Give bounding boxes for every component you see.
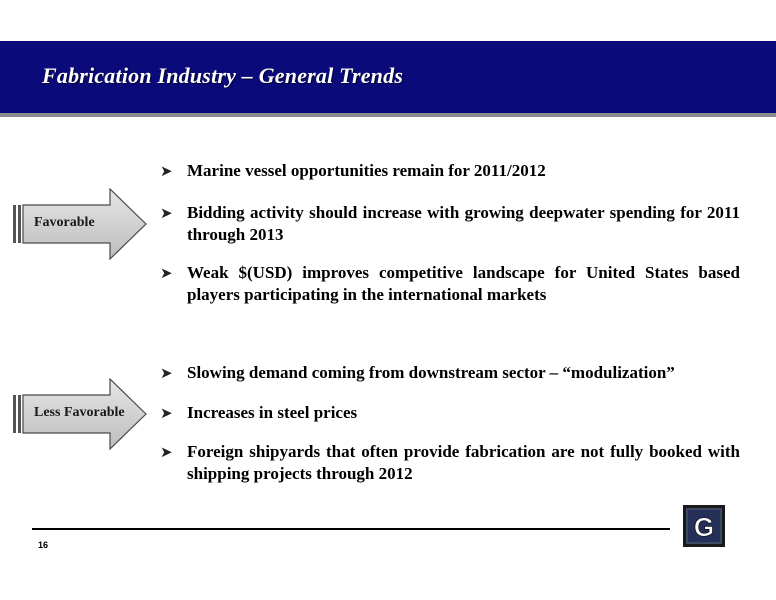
- list-item: [160, 202, 740, 246]
- page-number: 16: [38, 540, 49, 550]
- arrowhead-bullet-icon: ➤: [160, 443, 173, 461]
- logo-letter: G: [693, 512, 715, 542]
- list-item: [160, 262, 740, 306]
- title-underline: [0, 113, 776, 117]
- arrowhead-bullet-icon: ➤: [160, 204, 173, 222]
- bullet-text: Increases in steel prices: [187, 403, 358, 422]
- list-item: [160, 402, 740, 424]
- page-title: Fabrication Industry – General Trends: [42, 63, 404, 88]
- list-item: [160, 362, 740, 384]
- footer-divider: [32, 528, 670, 530]
- list-item: [160, 160, 740, 182]
- favorable-label: Favorable: [34, 215, 95, 230]
- bullet-text: Slowing demand coming from downstream sector – “modulization”: [187, 363, 675, 382]
- bullet-text: Bidding activity should increase with growing deepwater spending for 2011 through 2013: [187, 203, 740, 244]
- list-item: [160, 441, 740, 485]
- title-band: [0, 41, 776, 117]
- bullet-text: Foreign shipyards that often provide fabrication are not fully booked with shipping projects through 2012: [187, 442, 740, 483]
- bullet-text: Weak $(USD) improves competitive landscape for United States based players participating in the international markets: [187, 263, 740, 304]
- less-favorable-bullet-list: [160, 362, 740, 485]
- favorable-arrow: [12, 188, 148, 260]
- less-favorable-arrow: [12, 378, 148, 450]
- bullet-text: Marine vessel opportunities remain for 2011/2012: [187, 161, 546, 180]
- company-g-logo-icon: [683, 505, 725, 547]
- arrowhead-bullet-icon: ➤: [160, 364, 173, 382]
- title-bar: [0, 41, 776, 113]
- less-favorable-label: Less Favorable: [34, 405, 125, 420]
- arrowhead-bullet-icon: ➤: [160, 404, 173, 422]
- favorable-bullet-list: [160, 160, 740, 306]
- arrowhead-bullet-icon: ➤: [160, 264, 173, 282]
- arrowhead-bullet-icon: ➤: [160, 162, 173, 180]
